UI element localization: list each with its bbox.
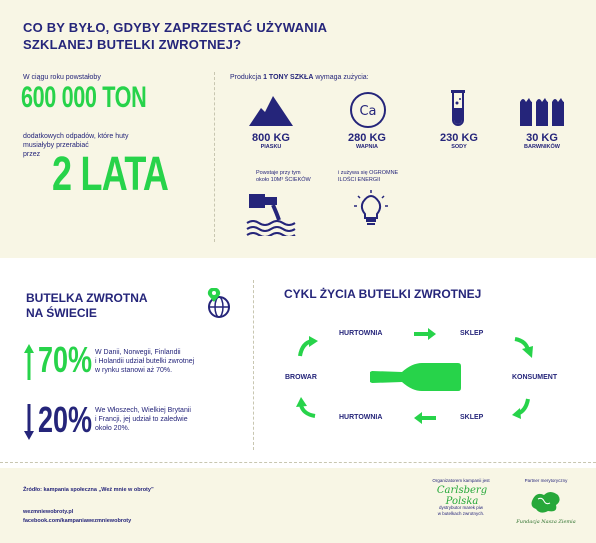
production-heading: Produkcja 1 TONY SZKŁA wymaga zużycia:	[230, 74, 369, 81]
divider	[0, 462, 596, 463]
cycle-browar: BROWAR	[285, 374, 317, 381]
material-sand: 800 KG PIASKU	[252, 132, 290, 150]
cycle-sklep-top: SKLEP	[460, 330, 484, 337]
material-soda: 230 KG SODY	[440, 132, 478, 150]
arrow-right-icon	[414, 328, 438, 340]
bottle-icon	[368, 360, 462, 394]
cycle-konsument: KONSUMENT	[512, 374, 558, 381]
facebook-link[interactable]: facebook.com/kampaniawezmniewobroty	[23, 518, 132, 524]
page-title: CO BY BYŁO, GDYBY ZAPRZESTAĆ UŻYWANIA SZKLANEJ BUTELKI ZWROTNEJ?	[23, 20, 328, 52]
share-70-text: W Danii, Norwegii, Finlandii i Holandii udział butelki zwrotnej w rynku stanowi aż 70%.	[95, 349, 195, 374]
sand-pile-icon	[247, 90, 295, 128]
share-20-text: We Włoszech, Wielkiej Brytanii i Francji, jej udział to zaledwie około 20%.	[95, 407, 191, 432]
cycle-hurtownia-bottom: HURTOWNIA	[339, 414, 383, 421]
years-amount: 2 LATA	[52, 148, 169, 201]
source-text: Źródło: kampania społeczna „Weź mnie w obroty”	[23, 487, 154, 493]
organizer-label: Organizatorem kampanii jest	[432, 478, 490, 483]
partner-logo-text: Fundacja Nasza Ziemia	[516, 519, 576, 525]
material-calcium: 280 KG WAPNIA	[348, 132, 386, 150]
cycle-sklep-bottom: SKLEP	[460, 414, 484, 421]
light-bulb-icon	[354, 190, 388, 230]
arrow-up-icon	[24, 344, 34, 380]
carlsberg-logo: Carlsberg Polska	[436, 485, 488, 507]
waste-amount: 600 000 TON	[21, 81, 147, 114]
divider	[253, 280, 254, 450]
test-tube-icon	[446, 88, 470, 130]
sewage-text: Powstaje przy tym około 10M³ ŚCIEKÓW	[256, 170, 311, 183]
arrow-left-icon	[414, 412, 438, 424]
dye-bags-icon	[517, 92, 569, 128]
intro-text: W ciągu roku powstałoby	[23, 74, 101, 81]
organizer-note: dystrybutor marek piw w butelkach zwrotnych.	[437, 505, 485, 516]
share-70: 70%	[38, 339, 93, 380]
curved-arrow-icon	[512, 336, 534, 360]
divider	[214, 72, 215, 242]
share-20: 20%	[38, 399, 93, 440]
calcium-icon	[348, 90, 388, 130]
waste-description: dodatkowych odpadów, które huty musiałyby przerabiać przez	[23, 133, 129, 158]
globe-pin-icon	[205, 288, 231, 320]
svg-text:Ca: Ca	[359, 104, 377, 119]
website-link[interactable]: wezmniewobroty.pl	[23, 509, 74, 515]
energy-text: i zużywa się OGROMNE ILOŚCI ENERGII	[338, 170, 399, 183]
footer-panel	[0, 468, 596, 543]
curved-arrow-icon	[296, 336, 318, 360]
world-heading: BUTELKA ZWROTNA NA ŚWIECIE	[26, 291, 148, 320]
curved-arrow-icon	[296, 396, 318, 420]
partner-label: Partner merytoryczny	[524, 478, 568, 483]
arrow-down-icon	[24, 404, 34, 440]
sewage-pipe-icon	[243, 192, 299, 236]
cycle-hurtownia-top: HURTOWNIA	[339, 330, 383, 337]
cycle-heading: CYKL ŻYCIA BUTELKI ZWROTNEJ	[284, 287, 482, 301]
material-dyes: 30 KG BARWNIKÓW	[524, 132, 560, 150]
curved-arrow-icon	[512, 396, 534, 420]
nasza-ziemia-logo	[528, 487, 564, 519]
